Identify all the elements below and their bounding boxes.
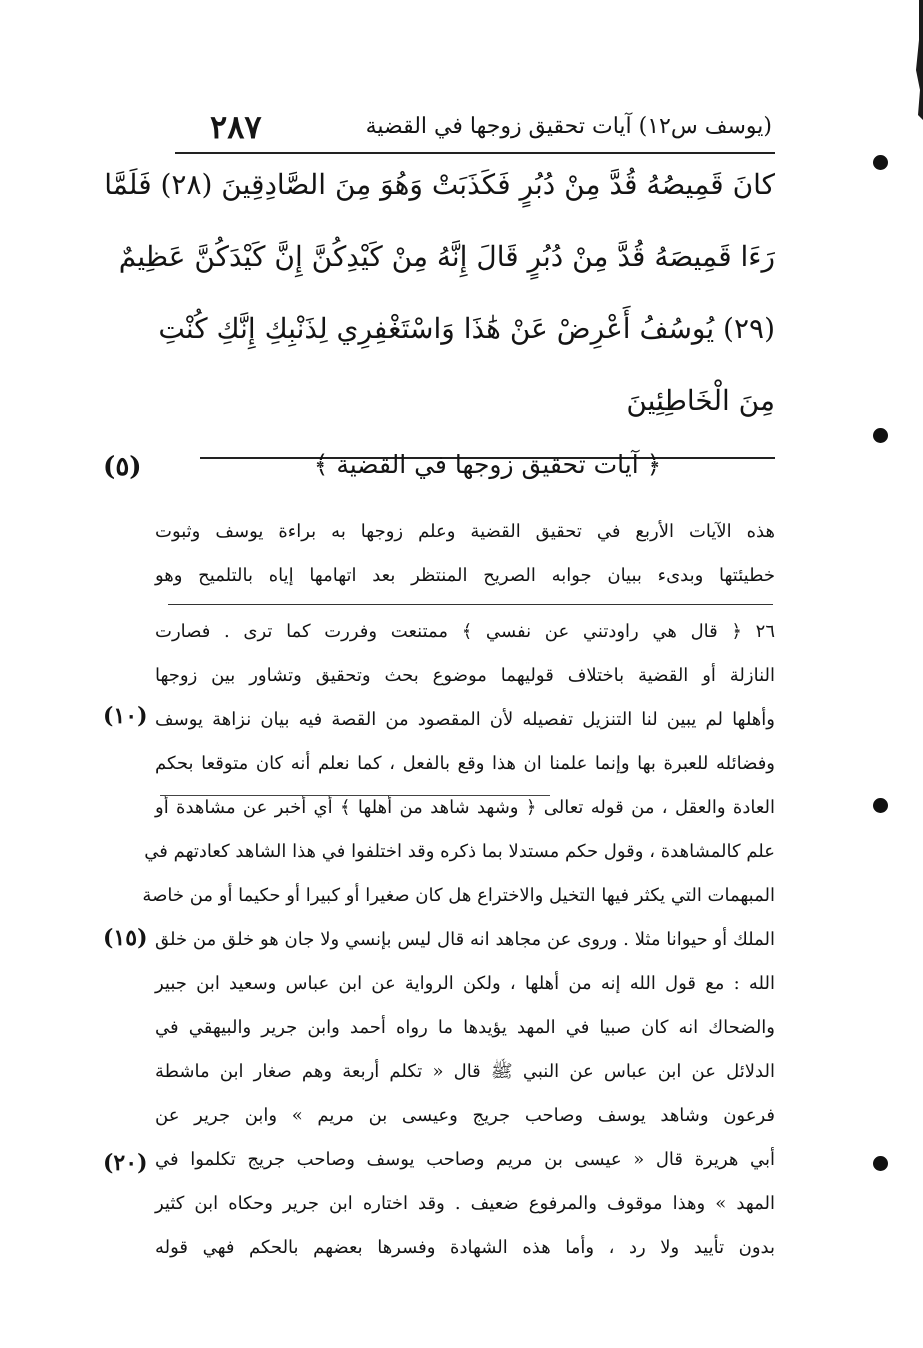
- margin-line-marker: (٢٠): [103, 1150, 148, 1176]
- intro-separator-rule: [168, 604, 773, 605]
- binding-hole-icon: [873, 798, 888, 813]
- verse-block: [104, 168, 775, 458]
- binding-hole-icon: [873, 428, 888, 443]
- intro-line: هذه الآيات الأربع في تحقيق القضية وعلم زوجها به براءة يوسف وثبوت: [155, 521, 775, 542]
- commentary-line: ٢٦ ﴿ قال هي راودتني عن نفسي ﴾ ممتنعت وفررت كما ترى . فصارت: [155, 621, 775, 642]
- intro-paragraph: [155, 510, 775, 598]
- header-rule: [175, 152, 775, 154]
- commentary-line: النازلة أو القضية باختلاف قوليهما موضوع بحث وتحقيق وتشاور بين زوجها: [155, 665, 775, 686]
- commentary-line: فرعون وشاهد يوسف وصاحب جريج وعيسى بن مريم » وابن جرير عن: [155, 1105, 775, 1126]
- commentary-line: المبهمات التي يكثر فيها التخيل والاختراع هل كان صغيرا أو كبيرا أو حكيما أو من خاصة: [142, 885, 775, 906]
- verse-line: رَءَا قَمِيصَهُ قُدَّ مِنْ دُبُرٍ قَالَ إِنَّهُ مِنْ كَيْدِكُنَّ إِنَّ كَيْدَكُنَّ عَظِيمٌ: [118, 240, 775, 273]
- commentary-line: الله : مع قول الله إنه من أهلها ، ولكن الرواية عن ابن عباس وسعيد ابن جبير: [155, 973, 775, 994]
- commentary-line: والضحاك انه كان صبيا في المهد يؤيدها ما رواه أحمد وابن جرير والبيهقي في: [155, 1017, 775, 1038]
- binding-hole-icon: [873, 155, 888, 170]
- page-edge-shadow-icon: [909, 0, 923, 120]
- margin-line-marker: (١٥): [103, 925, 148, 951]
- binding-hole-icon: [873, 1156, 888, 1171]
- verse-line: مِنَ الْخَاطِئِينَ: [626, 384, 775, 417]
- commentary-line: وفضائله للعبرة بها وإنما علمنا ان هذا وقع بالفعل ، كما نعلم أنه كان متوقعا بحكم: [155, 753, 775, 774]
- page-number: ٢٨٧: [210, 108, 262, 146]
- running-title: (يوسف س١٢) آيات تحقيق زوجها في القضية: [365, 114, 772, 139]
- verse-line: (٢٩) يُوسُفُ أَعْرِضْ عَنْ هَٰذَا وَاسْتَغْفِرِي لِذَنْبِكِ إِنَّكِ كُنْتِ: [158, 312, 775, 345]
- commentary-line: أبي هريرة قال « عيسى بن مريم وصاحب يوسف وصاحب جريج تكلموا في: [155, 1149, 775, 1170]
- page-header: [150, 106, 772, 148]
- commentary-line: علم كالمشاهدة ، وقول حكم مستدلا بما ذكره وقد اختلفوا في هذا الشاهد كعادتهم في: [144, 841, 775, 862]
- section-heading: ﴿ آيات تحقيق زوجها في القضية ﴾: [313, 450, 662, 479]
- commentary-body: [142, 610, 775, 1270]
- margin-line-marker: (١٠): [103, 703, 148, 729]
- intro-line: خطيئتها وبدىء ببيان جوابه الصريح المنتظر بعد اتهامها إياه بالتلميح وهو: [155, 565, 775, 586]
- commentary-line: بدون تأييد ولا رد ، وأما هذه الشهادة وفسرها بعضهم بالحكم فهي قوله: [155, 1237, 775, 1258]
- commentary-line: الدلائل عن ابن عباس عن النبي ﷺ قال « تكلم أربعة وهم صغار ابن ماشطة: [155, 1061, 775, 1082]
- underline-rule: [160, 795, 550, 796]
- commentary-line: العادة والعقل ، من قوله تعالى ﴿ وشهد شاهد من أهلها ﴾ أي أخبر عن مشاهدة أو: [155, 797, 775, 818]
- section-number: (٥): [103, 452, 142, 482]
- verse-line: كانَ قَمِيصُهُ قُدَّ مِنْ دُبُرٍ فَكَذَبَتْ وَهُوَ مِنَ الصَّادِقِينَ (٢٨) فَلَمَّا: [104, 168, 775, 201]
- commentary-line: وأهلها لم يبين لنا التنزيل تفصيله لأن المقصود من القصة فيه بيان نزاهة يوسف: [155, 709, 775, 730]
- commentary-line: المهد » وهذا موقوف والمرفوع ضعيف . وقد اختاره ابن جرير وحكاه ابن كثير: [155, 1193, 775, 1214]
- commentary-line: الملك أو حيوانا مثلا . وروى عن مجاهد انه قال ليس بإنسي ولا جان هو خلق من خلق: [155, 929, 775, 950]
